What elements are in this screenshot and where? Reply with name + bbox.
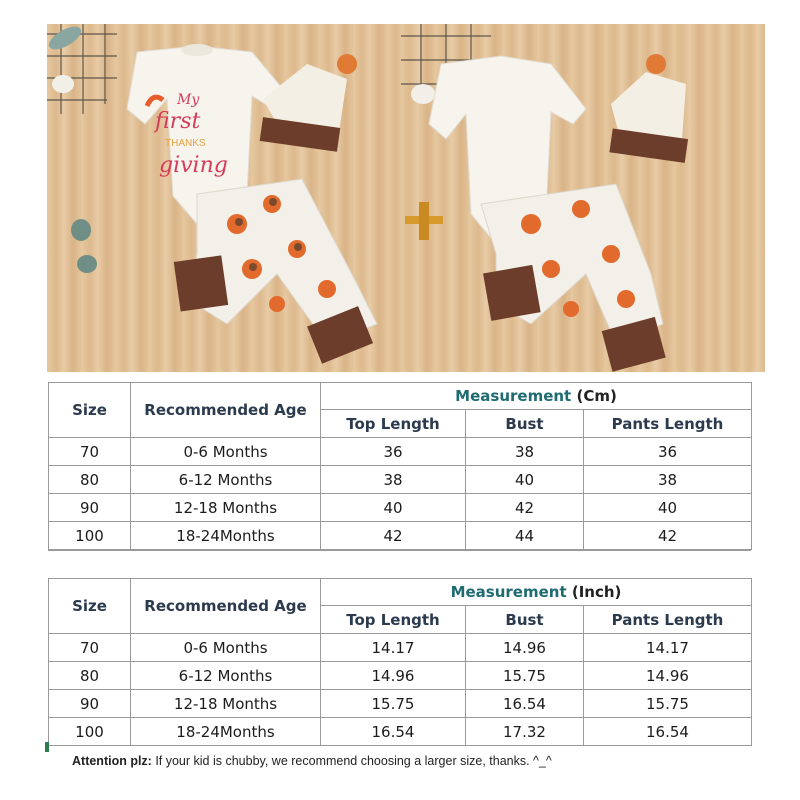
attention-label: Attention plz: [72, 754, 152, 768]
shirt-print-line-4: giving [159, 153, 228, 178]
cell-bust: 17.32 [466, 718, 584, 746]
header-top-length: Top Length [321, 606, 466, 634]
measurement-unit: (Inch) [571, 583, 622, 601]
cell-size: 90 [49, 494, 131, 522]
outfit-front-illustration [47, 24, 411, 372]
table-row [49, 662, 752, 690]
cell-age: 18-24Months [131, 718, 321, 746]
header-recommended-age: Recommended Age [131, 383, 321, 438]
cell-top-length: 14.17 [321, 634, 466, 662]
header-pants-length: Pants Length [584, 410, 752, 438]
cell-pants-length: 14.96 [584, 662, 752, 690]
cell-pants-length: 36 [584, 438, 752, 466]
cell-top-length: 36 [321, 438, 466, 466]
table-row [49, 438, 752, 466]
shirt-print-line-1: My [177, 92, 200, 108]
cell-bust: 40 [466, 466, 584, 494]
header-size: Size [49, 383, 131, 438]
cell-pants-length: 38 [584, 466, 752, 494]
header-bust: Bust [466, 410, 584, 438]
table-spacer [48, 550, 751, 564]
header-measurement [321, 579, 752, 606]
size-chart-inch [48, 578, 752, 746]
cell-age: 6-12 Months [131, 662, 321, 690]
cell-size: 100 [49, 718, 131, 746]
cell-age: 0-6 Months [131, 634, 321, 662]
attention-text: If your kid is chubby, we recommend choosing a larger size, thanks. ^_^ [151, 754, 552, 768]
cell-bust: 14.96 [466, 634, 584, 662]
table-row [49, 690, 752, 718]
cell-bust: 38 [466, 438, 584, 466]
cell-top-length: 16.54 [321, 718, 466, 746]
header-top-length: Top Length [321, 410, 466, 438]
measurement-label: Measurement [450, 583, 567, 601]
table-row [49, 522, 752, 550]
cell-top-length: 42 [321, 522, 466, 550]
header-pants-length: Pants Length [584, 606, 752, 634]
cell-size: 70 [49, 634, 131, 662]
shirt-print-line-2: first [155, 109, 201, 134]
product-photo-back [401, 24, 765, 372]
header-measurement [321, 383, 752, 410]
attention-note [48, 746, 751, 776]
cell-size: 90 [49, 690, 131, 718]
product-photo-front [47, 24, 411, 372]
shirt-print-line-3: THANKS [165, 138, 206, 149]
cell-bust: 16.54 [466, 690, 584, 718]
table-row [49, 466, 752, 494]
cell-bust: 15.75 [466, 662, 584, 690]
cell-top-length: 38 [321, 466, 466, 494]
table-row [49, 634, 752, 662]
size-chart-cm [48, 382, 752, 550]
header-recommended-age: Recommended Age [131, 579, 321, 634]
measurement-unit: (Cm) [576, 387, 617, 405]
cell-size: 100 [49, 522, 131, 550]
measurement-label: Measurement [455, 387, 572, 405]
cell-bust: 44 [466, 522, 584, 550]
cell-bust: 42 [466, 494, 584, 522]
outfit-back-illustration [401, 24, 751, 372]
cell-pants-length: 16.54 [584, 718, 752, 746]
cell-age: 0-6 Months [131, 438, 321, 466]
cell-size: 80 [49, 466, 131, 494]
header-size: Size [49, 579, 131, 634]
cell-size: 70 [49, 438, 131, 466]
cell-pants-length: 42 [584, 522, 752, 550]
cell-pants-length: 15.75 [584, 690, 752, 718]
table-row [49, 718, 752, 746]
cell-age: 12-18 Months [131, 494, 321, 522]
cell-age: 18-24Months [131, 522, 321, 550]
cell-pants-length: 14.17 [584, 634, 752, 662]
header-bust: Bust [466, 606, 584, 634]
cell-pants-length: 40 [584, 494, 752, 522]
cell-top-length: 40 [321, 494, 466, 522]
cell-size: 80 [49, 662, 131, 690]
cell-age: 6-12 Months [131, 466, 321, 494]
cell-top-length: 14.96 [321, 662, 466, 690]
table-row [49, 494, 752, 522]
cell-top-length: 15.75 [321, 690, 466, 718]
cell-age: 12-18 Months [131, 690, 321, 718]
